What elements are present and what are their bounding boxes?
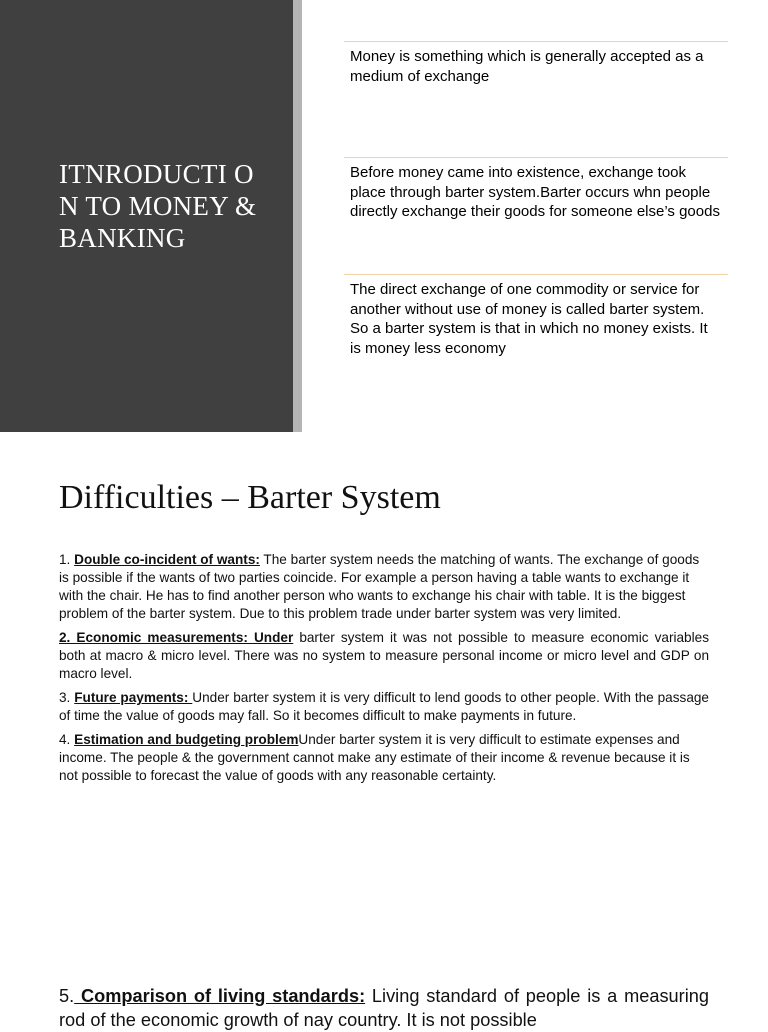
list-item-estimation-budgeting	[59, 731, 709, 785]
point-number: 5.	[59, 986, 75, 1006]
list-item-future-payments	[59, 689, 709, 725]
difficulties-list	[59, 551, 709, 791]
point-text: The barter system needs the matching of wants. The exchange of goods is possible if the wants of two parties coincide. For example a person having a table wants to exchange it with the chair. He has to find another person who wants to exchange his chair with table. It is the biggest problem of the barter system. Due to this problem trade under barter system was very limited.	[59, 552, 700, 621]
point-number: 4.	[59, 732, 75, 747]
list-item-economic-measurements	[59, 629, 709, 683]
definition-item-1: Money is something which is generally accepted as a medium of exchange	[344, 41, 728, 86]
point-keyword: Comparison of living standards:	[74, 986, 366, 1006]
definition-item-3: The direct exchange of one commodity or service for another without use of money is called barter system. So a barter system is that in which no money exists. It is money less economy	[344, 274, 728, 359]
point-keyword: Double co-incident of wants:	[74, 552, 260, 567]
point-text: barter system it was not possible to measure economic variables both at macro & micro level. There was no system to measure personal income or micro level and GDP on macro level.	[59, 630, 709, 681]
slide-intro	[0, 0, 768, 432]
panel-edge-divider	[293, 0, 302, 432]
point-number: 3.	[59, 690, 75, 705]
definition-item-2: Before money came into existence, exchange took place through barter system.Barter occurs whn people directly exchange their goods for someone else’s goods	[344, 157, 728, 222]
list-item-double-coincidence	[59, 551, 709, 623]
point-text: Under barter system it is very difficult to lend goods to other people. With the passage of time the value of goods may fall. So it becomes difficult to make payments in future.	[59, 690, 709, 723]
point-keyword: 2. Economic measurements: Under	[59, 630, 294, 645]
slide-heading: Difficulties – Barter System	[59, 479, 441, 516]
point-keyword: Estimation and budgeting problem	[74, 732, 299, 747]
point-text: Living standard of people is a measuring rod of the economic growth of nay country. It is not possible	[59, 986, 709, 1030]
slide-difficulties	[0, 432, 768, 1030]
point-number: 1.	[59, 552, 75, 567]
point-keyword: Future payments:	[74, 690, 193, 705]
slide-title: ITNRODUCTI ON TO MONEY & BANKING	[59, 159, 257, 253]
list-item-living-standards	[59, 984, 709, 1032]
point-text: Under barter system it is very difficult to estimate expenses and income. The people & the government cannot make any estimate of their income & revenue because it is not possible to forecast the value of goods with any reasonable certainty.	[59, 732, 690, 783]
